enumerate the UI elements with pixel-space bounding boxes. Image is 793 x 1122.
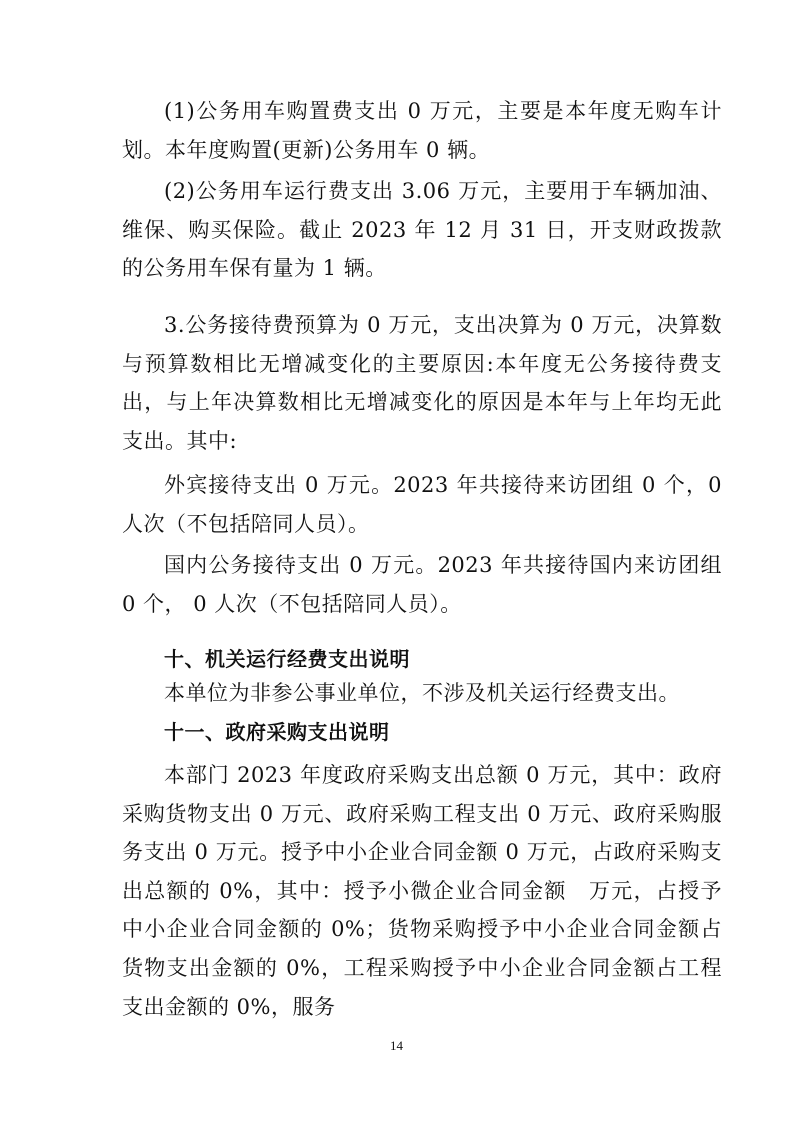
paragraph-domestic-reception: 国内公务接待支出 0 万元。2023 年共接待国内来访团组 0 个， 0 人次（不包括陪同人员）。 <box>122 553 722 616</box>
paragraph-vehicle-purchase: (1)公务用车购置费支出 0 万元，主要是本年度无购车计划。本年度购置(更新)公务用车 0 辆。 <box>122 99 722 162</box>
section-heading-10: 十、机关运行经费支出说明 <box>164 647 410 671</box>
paragraph-reception-budget: 3.公务接待费预算为 0 万元，支出决算为 0 万元，决算数与预算数相比无增减变化的主要原因:本年度无公务接待费支出，与上年决算数相比无增减变化的原因是本年与上年均无此支出。其中: <box>122 313 722 453</box>
paragraph-foreign-reception: 外宾接待支出 0 万元。2023 年共接待来访团组 0 个，0 人次（不包括陪同人员）。 <box>122 473 722 536</box>
paragraph-government-procurement: 本部门 2023 年度政府采购支出总额 0 万元，其中：政府采购货物支出 0 万元、政府采购工程支出 0 万元、政府采购服务支出 0 万元。授予中小企业合同金额 0 万元，占政府采购支出总额的 0%，其中：授予小微企业合同金额 万元，占授予中小企业合同金额的 0%；货物采购授予中小企业合同金额占货物支出金额的 0%，工程采购授予中小企业合同金额占工程支出金额的 0%，服务 <box>122 763 722 1019</box>
section-heading-11: 十一、政府采购支出说明 <box>164 720 390 744</box>
paragraph-operating-expenses: 本单位为非参公事业单位，不涉及机关运行经费支出。 <box>164 681 680 705</box>
paragraph-vehicle-operation: (2)公务用车运行费支出 3.06 万元，主要用于车辆加油、维保、购买保险。截止 2023 年 12 月 31 日，开支财政拨款的公务用车保有量为 1 辆。 <box>122 179 722 281</box>
page-number: 14 <box>390 1038 403 1053</box>
